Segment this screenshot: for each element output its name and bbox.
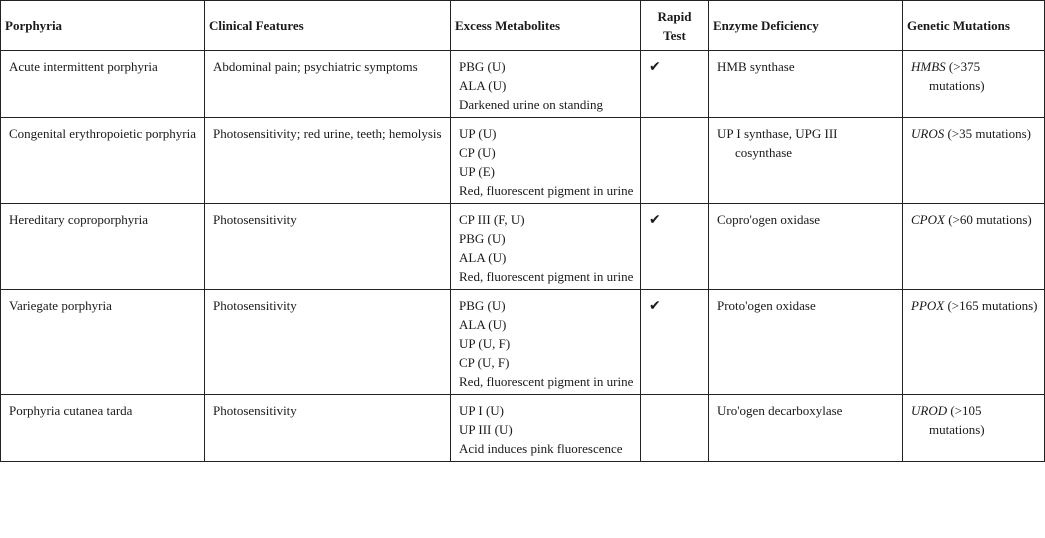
genetic-mutation-text <box>911 401 1038 439</box>
header-porphyria: Porphyria <box>1 1 205 51</box>
genetic-mutation-text <box>911 296 1038 315</box>
porphyria-name: Hereditary coproporphyria <box>9 212 148 227</box>
porphyria-cell <box>1 51 205 118</box>
enzyme-text: Uro'ogen decarboxylase <box>717 403 843 418</box>
table-row <box>1 51 1045 118</box>
metabolite-item: UP (U, F) <box>459 336 511 351</box>
enzyme-text: HMB synthase <box>717 59 795 74</box>
genetic-mutations-cell <box>903 395 1045 462</box>
enzyme-text: UP I synthase, UPG III cosynthase <box>717 126 838 160</box>
clinical-features-text: Photosensitivity <box>213 298 297 313</box>
enzyme-deficiency-cell <box>709 51 903 118</box>
clinical-features-text: Abdominal pain; psychiatric symptoms <box>213 59 418 74</box>
metabolite-item: Red, fluorescent pigment in urine <box>459 183 634 198</box>
gene-symbol: HMBS <box>911 59 946 74</box>
porphyria-cell <box>1 395 205 462</box>
table-row <box>1 204 1045 290</box>
metabolite-item: ALA (U) <box>459 250 507 265</box>
header-excess-metabolites: Excess Metabolites <box>451 1 641 51</box>
excess-metabolites-cell <box>451 395 641 462</box>
table-row <box>1 290 1045 395</box>
metabolite-item: Red, fluorescent pigment in urine <box>459 374 634 389</box>
table-body <box>1 51 1045 462</box>
clinical-features-text: Photosensitivity <box>213 212 297 227</box>
table-row <box>1 118 1045 204</box>
gene-symbol: UROS <box>911 126 945 141</box>
metabolite-item: Darkened urine on standing <box>459 97 604 112</box>
porphyria-name: Congenital erythropoietic porphyria <box>9 126 197 141</box>
clinical-features-cell <box>205 204 451 290</box>
porphyria-cell <box>1 204 205 290</box>
genetic-mutations-cell <box>903 118 1045 204</box>
metabolite-item: Red, fluorescent pigment in urine <box>459 269 634 284</box>
porphyria-name: Variegate porphyria <box>9 298 112 313</box>
excess-metabolites-cell <box>451 118 641 204</box>
enzyme-deficiency-cell <box>709 395 903 462</box>
genetic-mutation-text <box>911 124 1038 143</box>
clinical-features-text: Photosensitivity <box>213 403 297 418</box>
rapid-test-cell <box>641 204 709 290</box>
excess-metabolites-cell <box>451 290 641 395</box>
genetic-mutations-cell <box>903 290 1045 395</box>
metabolite-item: ALA (U) <box>459 78 507 93</box>
metabolite-item: PBG (U) <box>459 59 506 74</box>
check-icon: ✔ <box>649 212 661 228</box>
enzyme-deficiency-cell <box>709 290 903 395</box>
enzyme-deficiency-cell <box>709 204 903 290</box>
metabolite-item: CP (U) <box>459 145 496 160</box>
check-icon: ✔ <box>649 59 661 75</box>
metabolite-item: PBG (U) <box>459 298 506 313</box>
genetic-mutation-text <box>911 57 1038 95</box>
genetic-mutation-text <box>911 210 1038 229</box>
table-row <box>1 395 1045 462</box>
mutation-count: (>105 mutations) <box>929 403 985 437</box>
porphyria-cell <box>1 290 205 395</box>
gene-symbol: PPOX <box>911 298 945 313</box>
porphyria-cell <box>1 118 205 204</box>
metabolite-item: UP (U) <box>459 126 497 141</box>
metabolite-item: UP III (U) <box>459 422 513 437</box>
check-icon: ✔ <box>649 298 661 314</box>
clinical-features-cell <box>205 118 451 204</box>
genetic-mutations-cell <box>903 51 1045 118</box>
metabolite-item: UP I (U) <box>459 403 505 418</box>
table-header-row <box>1 1 1045 51</box>
metabolite-item: CP (U, F) <box>459 355 510 370</box>
rapid-test-cell <box>641 51 709 118</box>
header-genetic-mutations: Genetic Mutations <box>903 1 1045 51</box>
rapid-test-cell <box>641 118 709 204</box>
mutation-count: (>165 mutations) <box>944 298 1038 313</box>
metabolite-item: UP (E) <box>459 164 495 179</box>
rapid-test-cell <box>641 290 709 395</box>
metabolite-item: PBG (U) <box>459 231 506 246</box>
excess-metabolites-cell <box>451 204 641 290</box>
metabolite-item: Acid induces pink fluorescence <box>459 441 623 456</box>
header-rapid-test: Rapid Test <box>641 1 709 51</box>
metabolite-item: ALA (U) <box>459 317 507 332</box>
enzyme-text: Copro'ogen oxidase <box>717 212 821 227</box>
metabolite-item: CP III (F, U) <box>459 212 525 227</box>
clinical-features-cell <box>205 51 451 118</box>
clinical-features-cell <box>205 395 451 462</box>
mutation-count: (>35 mutations) <box>944 126 1031 141</box>
header-clinical-features: Clinical Features <box>205 1 451 51</box>
porphyria-name: Porphyria cutanea tarda <box>9 403 133 418</box>
clinical-features-cell <box>205 290 451 395</box>
genetic-mutations-cell <box>903 204 1045 290</box>
header-enzyme-deficiency: Enzyme Deficiency <box>709 1 903 51</box>
porphyria-name: Acute intermittent porphyria <box>9 59 158 74</box>
rapid-test-cell <box>641 395 709 462</box>
enzyme-deficiency-cell <box>709 118 903 204</box>
mutation-count: (>60 mutations) <box>944 212 1032 227</box>
enzyme-text: Proto'ogen oxidase <box>717 298 816 313</box>
gene-symbol: CPOX <box>911 212 945 227</box>
clinical-features-text: Photosensitivity; red urine, teeth; hemolysis <box>213 126 442 141</box>
mutation-count: (>375 mutations) <box>929 59 985 93</box>
excess-metabolites-cell <box>451 51 641 118</box>
gene-symbol: UROD <box>911 403 948 418</box>
